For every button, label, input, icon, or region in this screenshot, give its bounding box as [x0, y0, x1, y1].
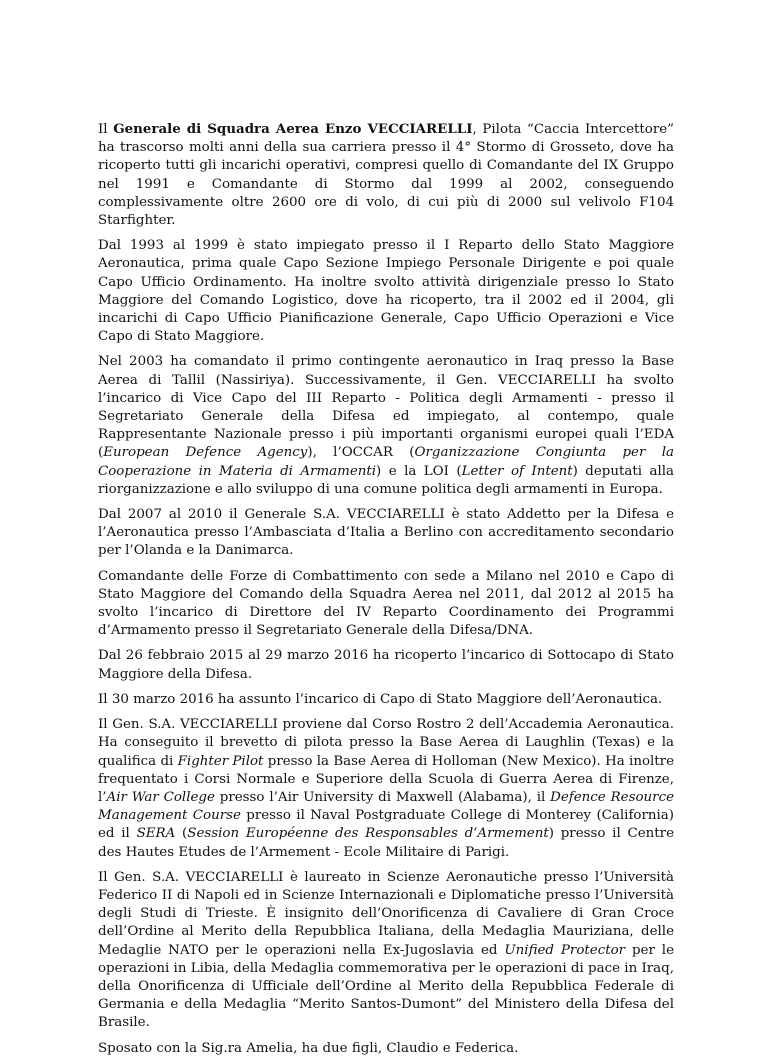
text-segment: presso il Naval Postgraduate College di Monterey (California) ed il: [98, 808, 674, 842]
text-segment: (: [175, 826, 188, 842]
paragraph-iraq: [98, 353, 674, 499]
text-segment: presso la Base Aerea di Holloman (New Mexico). Ha inoltre frequentato i Corsi Normale e Superiore della Scuola di Guerra Aerea di Firenze, l’: [98, 753, 675, 805]
paragraph-milano: [98, 568, 674, 641]
text-segment: Nel 2003 ha comandato il primo contingente aeronautico in Iraq presso la Base Aerea di Tallil (Nassiriya). Successivamente, il Gen. VECCIARELLI ha svolto l’incarico di Vice Capo del III Reparto - Politica degli Armamenti - presso il Segretariato Generale della Difesa ed impiegato, al contempo, quale Rappresentante Nazionale presso i più importanti organismi europei quali l’EDA (: [98, 354, 674, 461]
paragraph-sottocapo: [98, 647, 674, 683]
text-segment: Dal 26 febbraio 2015 al 29 marzo 2016 ha ricoperto l’incarico di Sottocapo di Stato Maggiore della Difesa.: [98, 648, 674, 682]
text-segment: ) e la LOI (: [376, 463, 462, 479]
paragraph-stato-maggiore: [98, 237, 674, 346]
paragraph-onorificenze: [98, 869, 674, 1033]
italic-text: Letter of Intent: [461, 463, 573, 479]
italic-text: Fighter Pilot: [177, 753, 264, 769]
italic-text: Unified Protector: [504, 942, 626, 958]
text-segment: Dal 2007 al 2010 il Generale S.A. VECCIARELLI è stato Addetto per la Difesa e l’Aeronautica presso l’Ambasciata d’Italia a Berlino con accreditamento secondario per l’Olanda e la Danimarca.: [98, 507, 674, 559]
text-segment: per le operazioni in Libia, della Medaglia commemorativa per le operazioni di pace in Iraq, della Onorificenza di Ufficiale dell’Ordine al Merito della Repubblica Federale di Germania e della Medaglia “Merito Santos-Dumont” del Ministero della Difesa del Brasile.: [98, 942, 674, 1031]
italic-text: European Defence Agency: [103, 445, 308, 461]
paragraph-capo: [98, 691, 674, 709]
text-segment: , Pilota “Caccia Intercettore” ha trascorso molti anni della sua carriera presso il 4° Stormo di Grosseto, dove ha ricoperto tutti gli incarichi operativi, compresi quello di Comandante del IX Gruppo nel 1991 e Comandante di Stormo dal 1999 al 2002, conseguendo complessivamente oltre 2600 ore di volo, di cui più di 2000 sul velivolo F104 Starfighter.: [98, 122, 674, 229]
italic-text: SERA: [136, 826, 176, 842]
text-segment: ) deputati alla riorganizzazione e allo sviluppo di una comune politica degli armamenti in Europa.: [98, 463, 674, 497]
text-segment: Il 30 marzo 2016 ha assunto l’incarico di Capo di Stato Maggiore dell’Aeronautica.: [98, 691, 663, 707]
text-segment: Sposato con la Sig.ra Amelia, ha due figli, Claudio e Federica.: [98, 1040, 519, 1056]
text-segment: Il Gen. S.A. VECCIARELLI è laureato in Scienze Aeronautiche presso l’Università Federico II di Napoli ed in Scienze Internazionali e Diplomatiche presso l’Università degli Studi di Trieste. È insignito dell’Onorificenza di Cavaliere di Gran Croce dell’Ordine al Merito della Repubblica Italiana, della Medaglia Mauriziana, delle Medaglie NATO per le operazioni nella Ex-Jugoslavia ed: [98, 869, 674, 958]
paragraph-formazione: [98, 716, 674, 862]
bold-text: Generale di Squadra Aerea Enzo VECCIARELLI: [113, 121, 473, 137]
text-segment: ) presso il Centre des Hautes Etudes de l’Armement - Ecole Militaire di Parigi.: [98, 826, 675, 860]
paragraph-famiglia: [98, 1040, 674, 1058]
text-segment: Dal 1993 al 1999 è stato impiegato presso il I Reparto dello Stato Maggiore Aeronautica, prima quale Capo Sezione Impiego Personale Dirigente e poi quale Capo Ufficio Ordinamento. Ha inoltre svolto attività dirigenziale presso lo Stato Maggiore del Comando Logistico, dove ha ricoperto, tra il 2002 ed il 2004, gli incarichi di Capo Ufficio Pianificazione Generale, Capo Ufficio Operazioni e Vice Capo di Stato Maggiore.: [98, 238, 674, 345]
paragraph-berlino: [98, 506, 674, 561]
paragraph-intro: [98, 120, 674, 230]
italic-text: Session Européenne des Responsables d’Armement: [187, 826, 549, 842]
text-segment: presso l’Air University di Maxwell (Alabama), il: [214, 789, 551, 805]
document-body: [98, 120, 674, 1058]
italic-text: Defence Resource Management Course: [98, 789, 674, 824]
italic-text: Air War College: [106, 789, 215, 805]
text-segment: Il Gen. S.A. VECCIARELLI proviene dal Corso Rostro 2 dell’Accademia Aeronautica. Ha conseguito il brevetto di pilota presso la Base Aerea di Laughlin (Texas) e la qualifica di: [98, 717, 674, 769]
text-segment: Il: [98, 122, 114, 137]
text-segment: Comandante delle Forze di Combattimento con sede a Milano nel 2010 e Capo di Stato Maggiore del Comando della Squadra Aerea nel 2011, dal 2012 al 2015 ha svolto l’incarico di Direttore del IV Reparto Coordinamento dei Programmi d’Armamento presso il Segretariato Generale della Difesa/DNA.: [98, 568, 674, 639]
italic-text: Organizzazione Congiunta per la Cooperazione in Materia di Armamenti: [98, 445, 674, 479]
text-segment: ), l’OCCAR (: [307, 445, 415, 461]
